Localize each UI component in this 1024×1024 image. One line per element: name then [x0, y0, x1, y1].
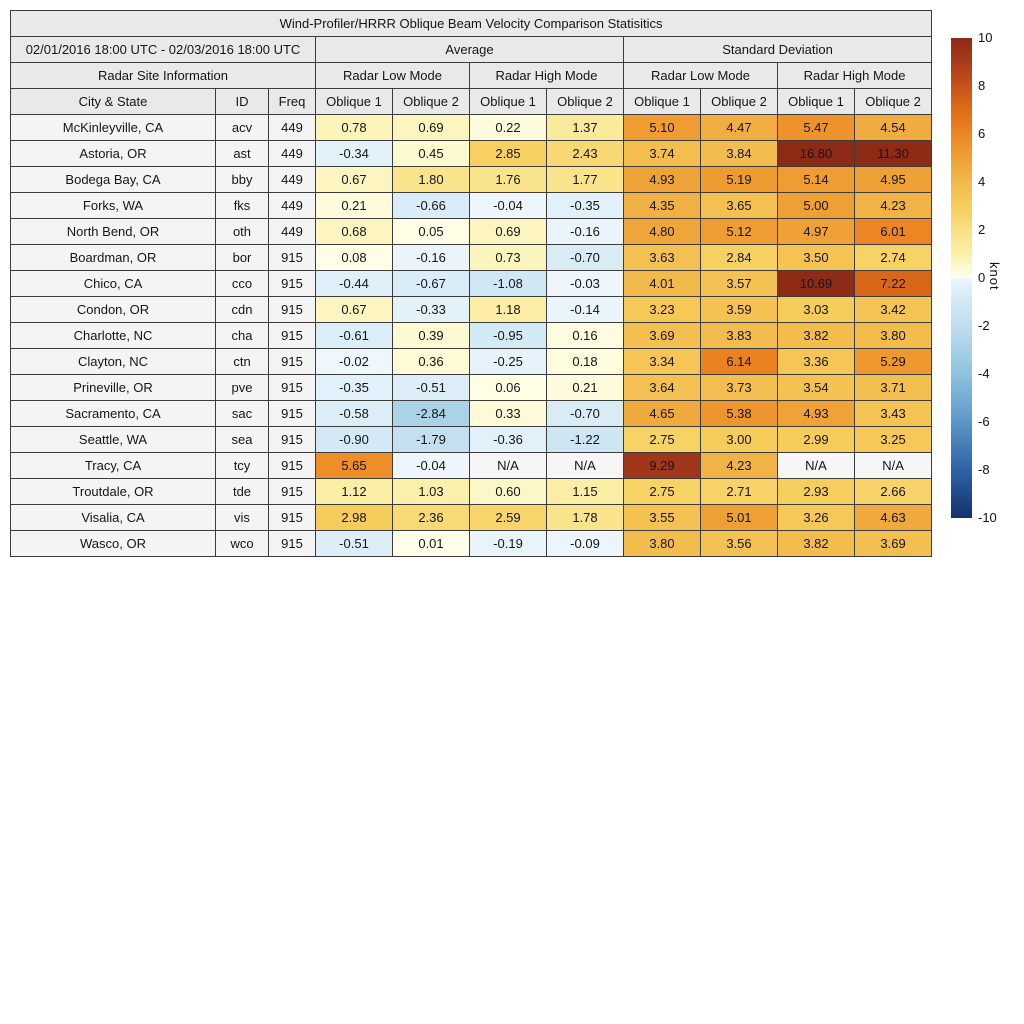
table-row [11, 245, 932, 271]
cell-value: 2.99 [778, 427, 855, 453]
cell-freq: 915 [269, 453, 316, 479]
cell-value: -0.25 [470, 349, 547, 375]
colorbar-tick-label: -10 [978, 510, 997, 525]
cell-value: 3.26 [778, 505, 855, 531]
column-header-row [11, 89, 932, 115]
colorbar-gradient [951, 38, 972, 518]
cell-value: 1.03 [393, 479, 470, 505]
cell-freq: 915 [269, 245, 316, 271]
cell-value: -0.33 [393, 297, 470, 323]
cell-freq: 915 [269, 323, 316, 349]
colorbar-tick-label: 0 [978, 270, 986, 285]
stats-table [10, 10, 932, 557]
cell-city-state: Sacramento, CA [11, 401, 216, 427]
cell-value: 3.34 [624, 349, 701, 375]
column-header-oblique1: Oblique 1 [316, 89, 393, 115]
colorbar-tick-label: 2 [978, 222, 986, 237]
cell-value: 0.45 [393, 141, 470, 167]
cell-value: 1.15 [547, 479, 624, 505]
cell-freq: 449 [269, 167, 316, 193]
cell-value: 1.76 [470, 167, 547, 193]
cell-city-state: Boardman, OR [11, 245, 216, 271]
cell-value: 3.55 [624, 505, 701, 531]
title-row [11, 11, 932, 37]
cell-site-id: sea [216, 427, 269, 453]
cell-site-id: acv [216, 115, 269, 141]
cell-freq: 915 [269, 531, 316, 557]
cell-value: N/A [470, 453, 547, 479]
cell-value: 5.47 [778, 115, 855, 141]
cell-value: 4.63 [855, 505, 932, 531]
cell-site-id: bby [216, 167, 269, 193]
cell-value: 0.60 [470, 479, 547, 505]
cell-value: 5.19 [701, 167, 778, 193]
cell-value: 3.00 [701, 427, 778, 453]
cell-value: 3.57 [701, 271, 778, 297]
cell-value: 0.01 [393, 531, 470, 557]
cell-value: -0.34 [316, 141, 393, 167]
cell-value: 4.80 [624, 219, 701, 245]
cell-value: N/A [547, 453, 624, 479]
cell-site-id: tde [216, 479, 269, 505]
cell-site-id: cco [216, 271, 269, 297]
cell-value: -0.19 [470, 531, 547, 557]
column-header-oblique2: Oblique 2 [547, 89, 624, 115]
table-row [11, 453, 932, 479]
cell-value: 3.23 [624, 297, 701, 323]
cell-value: -0.14 [547, 297, 624, 323]
cell-freq: 915 [269, 349, 316, 375]
cell-value: -0.16 [547, 219, 624, 245]
cell-value: -0.58 [316, 401, 393, 427]
cell-value: 2.75 [624, 427, 701, 453]
cell-site-id: oth [216, 219, 269, 245]
cell-value: 3.71 [855, 375, 932, 401]
cell-value: 3.80 [624, 531, 701, 557]
cell-site-id: cdn [216, 297, 269, 323]
cell-value: 0.69 [470, 219, 547, 245]
cell-value: 11.30 [855, 141, 932, 167]
cell-value: 5.12 [701, 219, 778, 245]
cell-value: 3.69 [855, 531, 932, 557]
cell-freq: 915 [269, 427, 316, 453]
table-row [11, 141, 932, 167]
group-header-average: Average [316, 37, 624, 63]
cell-value: 0.21 [316, 193, 393, 219]
cell-site-id: ast [216, 141, 269, 167]
cell-value: -0.51 [316, 531, 393, 557]
cell-value: 6.14 [701, 349, 778, 375]
cell-value: 5.65 [316, 453, 393, 479]
table-row [11, 479, 932, 505]
cell-value: 5.38 [701, 401, 778, 427]
cell-value: 1.18 [470, 297, 547, 323]
cell-value: 1.78 [547, 505, 624, 531]
cell-value: 0.18 [547, 349, 624, 375]
column-header-freq: Freq [269, 89, 316, 115]
cell-freq: 449 [269, 115, 316, 141]
cell-value: 4.97 [778, 219, 855, 245]
cell-value: 0.67 [316, 297, 393, 323]
cell-value: 2.36 [393, 505, 470, 531]
date-range: 02/01/2016 18:00 UTC - 02/03/2016 18:00 UTC [11, 37, 316, 63]
cell-value: 0.69 [393, 115, 470, 141]
cell-value: 4.47 [701, 115, 778, 141]
cell-value: -0.16 [393, 245, 470, 271]
cell-value: 4.93 [778, 401, 855, 427]
colorbar-tick-label: -6 [978, 414, 990, 429]
cell-value: 3.83 [701, 323, 778, 349]
cell-value: 2.93 [778, 479, 855, 505]
cell-value: -0.02 [316, 349, 393, 375]
mode-header-std-high: Radar High Mode [778, 63, 932, 89]
cell-value: 2.84 [701, 245, 778, 271]
colorbar-tick-label: -4 [978, 366, 990, 381]
cell-value: 0.06 [470, 375, 547, 401]
cell-site-id: sac [216, 401, 269, 427]
cell-freq: 915 [269, 297, 316, 323]
cell-value: 0.73 [470, 245, 547, 271]
column-header-oblique1: Oblique 1 [624, 89, 701, 115]
cell-value: -0.70 [547, 245, 624, 271]
figure-title: Wind-Profiler/HRRR Oblique Beam Velocity Comparison Statisitics [11, 11, 932, 37]
column-header-id: ID [216, 89, 269, 115]
cell-value: 1.37 [547, 115, 624, 141]
colorbar-axis-label: knot [987, 262, 1002, 291]
cell-value: 2.59 [470, 505, 547, 531]
mode-header-avg-high: Radar High Mode [470, 63, 624, 89]
mode-header-row [11, 63, 932, 89]
colorbar-tick-label: 10 [978, 30, 993, 45]
table-row [11, 271, 932, 297]
cell-value: 5.01 [701, 505, 778, 531]
cell-freq: 449 [269, 141, 316, 167]
cell-city-state: Prineville, OR [11, 375, 216, 401]
colorbar-tick-label: -2 [978, 318, 990, 333]
cell-value: 3.43 [855, 401, 932, 427]
column-header-city-state: City & State [11, 89, 216, 115]
cell-value: 7.22 [855, 271, 932, 297]
cell-value: 3.73 [701, 375, 778, 401]
colorbar-tick-label: 4 [978, 174, 986, 189]
site-info-header: Radar Site Information [11, 63, 316, 89]
cell-value: -1.22 [547, 427, 624, 453]
cell-value: -0.90 [316, 427, 393, 453]
cell-city-state: Tracy, CA [11, 453, 216, 479]
cell-value: -0.61 [316, 323, 393, 349]
cell-value: 2.74 [855, 245, 932, 271]
cell-value: -0.36 [470, 427, 547, 453]
table-row [11, 427, 932, 453]
table-row [11, 167, 932, 193]
cell-city-state: Seattle, WA [11, 427, 216, 453]
colorbar-tick-label: 8 [978, 78, 986, 93]
group-header-row [11, 37, 932, 63]
cell-city-state: Bodega Bay, CA [11, 167, 216, 193]
cell-city-state: Condon, OR [11, 297, 216, 323]
cell-value: 3.82 [778, 323, 855, 349]
cell-city-state: Wasco, OR [11, 531, 216, 557]
cell-value: 2.43 [547, 141, 624, 167]
cell-value: 1.77 [547, 167, 624, 193]
cell-value: -0.35 [547, 193, 624, 219]
cell-city-state: Clayton, NC [11, 349, 216, 375]
cell-value: -0.03 [547, 271, 624, 297]
cell-site-id: pve [216, 375, 269, 401]
cell-value: 2.66 [855, 479, 932, 505]
cell-value: 0.78 [316, 115, 393, 141]
cell-value: 3.42 [855, 297, 932, 323]
cell-freq: 915 [269, 505, 316, 531]
cell-value: N/A [855, 453, 932, 479]
colorbar [951, 30, 1024, 538]
wind-profiler-stats-figure [10, 10, 1002, 557]
cell-value: 3.03 [778, 297, 855, 323]
cell-value: 0.33 [470, 401, 547, 427]
cell-freq: 915 [269, 479, 316, 505]
cell-value: -0.51 [393, 375, 470, 401]
cell-city-state: Visalia, CA [11, 505, 216, 531]
cell-freq: 915 [269, 271, 316, 297]
cell-site-id: cha [216, 323, 269, 349]
cell-value: 3.64 [624, 375, 701, 401]
cell-value: 4.35 [624, 193, 701, 219]
cell-value: 3.59 [701, 297, 778, 323]
cell-value: 4.93 [624, 167, 701, 193]
table-body [11, 115, 932, 557]
column-header-oblique2: Oblique 2 [393, 89, 470, 115]
cell-value: -0.04 [393, 453, 470, 479]
cell-value: 2.85 [470, 141, 547, 167]
table-row [11, 219, 932, 245]
cell-city-state: Troutdale, OR [11, 479, 216, 505]
cell-freq: 449 [269, 219, 316, 245]
cell-value: 2.98 [316, 505, 393, 531]
cell-value: 4.01 [624, 271, 701, 297]
cell-value: 3.65 [701, 193, 778, 219]
cell-value: 4.23 [855, 193, 932, 219]
cell-value: 0.16 [547, 323, 624, 349]
cell-value: N/A [778, 453, 855, 479]
cell-value: 2.75 [624, 479, 701, 505]
cell-site-id: fks [216, 193, 269, 219]
cell-value: -1.79 [393, 427, 470, 453]
cell-value: -1.08 [470, 271, 547, 297]
cell-value: -0.66 [393, 193, 470, 219]
cell-value: 0.22 [470, 115, 547, 141]
cell-value: 9.29 [624, 453, 701, 479]
cell-value: 5.10 [624, 115, 701, 141]
cell-city-state: North Bend, OR [11, 219, 216, 245]
cell-value: 3.84 [701, 141, 778, 167]
cell-site-id: vis [216, 505, 269, 531]
cell-value: 0.21 [547, 375, 624, 401]
cell-value: 3.56 [701, 531, 778, 557]
cell-value: 10.69 [778, 271, 855, 297]
cell-value: 2.71 [701, 479, 778, 505]
cell-city-state: Chico, CA [11, 271, 216, 297]
table-row [11, 531, 932, 557]
cell-value: 3.54 [778, 375, 855, 401]
cell-freq: 915 [269, 375, 316, 401]
cell-value: 3.36 [778, 349, 855, 375]
cell-freq: 915 [269, 401, 316, 427]
cell-value: 3.74 [624, 141, 701, 167]
cell-value: 3.25 [855, 427, 932, 453]
cell-value: 3.82 [778, 531, 855, 557]
mode-header-avg-low: Radar Low Mode [316, 63, 470, 89]
cell-site-id: wco [216, 531, 269, 557]
cell-value: 3.50 [778, 245, 855, 271]
cell-freq: 449 [269, 193, 316, 219]
cell-value: 4.23 [701, 453, 778, 479]
cell-city-state: Astoria, OR [11, 141, 216, 167]
cell-value: -0.35 [316, 375, 393, 401]
cell-value: 0.68 [316, 219, 393, 245]
table-row [11, 323, 932, 349]
cell-value: 4.65 [624, 401, 701, 427]
cell-city-state: Charlotte, NC [11, 323, 216, 349]
cell-value: 0.05 [393, 219, 470, 245]
table-row [11, 401, 932, 427]
cell-value: 0.08 [316, 245, 393, 271]
column-header-oblique1: Oblique 1 [778, 89, 855, 115]
cell-value: 0.67 [316, 167, 393, 193]
table-row [11, 193, 932, 219]
cell-value: -2.84 [393, 401, 470, 427]
cell-value: 3.80 [855, 323, 932, 349]
mode-header-std-low: Radar Low Mode [624, 63, 778, 89]
cell-value: 4.54 [855, 115, 932, 141]
column-header-oblique1: Oblique 1 [470, 89, 547, 115]
cell-site-id: bor [216, 245, 269, 271]
colorbar-tick-label: 6 [978, 126, 986, 141]
cell-value: 1.80 [393, 167, 470, 193]
cell-value: 1.12 [316, 479, 393, 505]
cell-value: -0.04 [470, 193, 547, 219]
colorbar-tick-label: -8 [978, 462, 990, 477]
cell-site-id: tcy [216, 453, 269, 479]
cell-site-id: ctn [216, 349, 269, 375]
table-row [11, 349, 932, 375]
cell-city-state: Forks, WA [11, 193, 216, 219]
column-header-oblique2: Oblique 2 [701, 89, 778, 115]
table-row [11, 297, 932, 323]
table-row [11, 505, 932, 531]
cell-value: 0.36 [393, 349, 470, 375]
cell-value: 3.69 [624, 323, 701, 349]
cell-value: -0.44 [316, 271, 393, 297]
cell-value: 5.14 [778, 167, 855, 193]
cell-value: 3.63 [624, 245, 701, 271]
table-row [11, 115, 932, 141]
cell-city-state: McKinleyville, CA [11, 115, 216, 141]
cell-value: 4.95 [855, 167, 932, 193]
cell-value: 5.29 [855, 349, 932, 375]
cell-value: 6.01 [855, 219, 932, 245]
column-header-oblique2: Oblique 2 [855, 89, 932, 115]
cell-value: -0.09 [547, 531, 624, 557]
group-header-standard-deviation: Standard Deviation [624, 37, 932, 63]
cell-value: 0.39 [393, 323, 470, 349]
cell-value: -0.67 [393, 271, 470, 297]
cell-value: 5.00 [778, 193, 855, 219]
cell-value: 16.80 [778, 141, 855, 167]
cell-value: -0.70 [547, 401, 624, 427]
table-row [11, 375, 932, 401]
cell-value: -0.95 [470, 323, 547, 349]
